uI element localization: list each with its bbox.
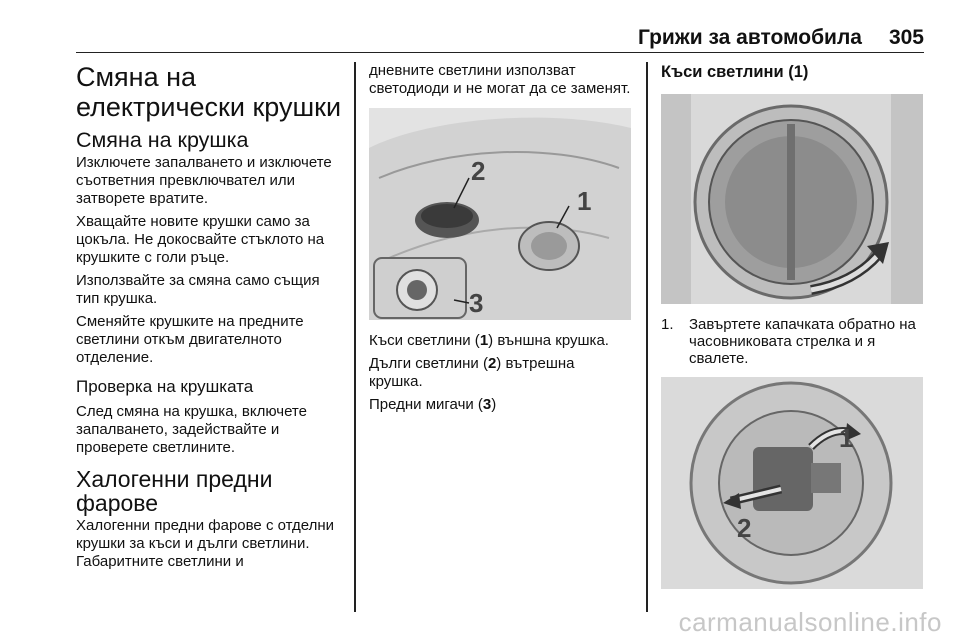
subsection-title: Смяна на крушка xyxy=(76,128,249,152)
bulb-removal-illustration xyxy=(661,377,923,589)
paragraph: След смяна на крушка, включете запалването, задействайте и проверете светлините. xyxy=(76,403,307,456)
figure-label: 1 xyxy=(839,423,854,453)
watermark: carmanualsonline.info xyxy=(678,607,942,637)
cap-removal-drawing xyxy=(661,94,923,304)
column-left xyxy=(76,62,344,576)
figure-label: 3 xyxy=(469,288,484,318)
figure-label: 2 xyxy=(737,513,752,543)
paragraph: Хващайте новите крушки само за цокъла. Не докосвайте стъклото на крушките с голи ръце. xyxy=(76,213,325,266)
halogen-heading: Халогенни предни фарове xyxy=(76,466,273,516)
chapter-title: Грижи за автомобила xyxy=(637,26,862,49)
step-text: Завъртете капачката обратно на часовниковата стрелка и я свалете. xyxy=(689,316,916,367)
step-number: 1. xyxy=(661,316,674,333)
low-beam-heading: Къси светлини (1) xyxy=(661,63,809,81)
cap-removal-illustration xyxy=(661,94,923,304)
column-divider xyxy=(646,62,648,612)
headlamp-rear-drawing xyxy=(369,108,631,320)
figure-label: 2 xyxy=(471,156,486,186)
column-divider xyxy=(354,62,356,612)
headlamp-rear-illustration xyxy=(369,108,631,320)
section-title: Смяна на електрически крушки xyxy=(76,62,342,122)
instruction-step xyxy=(661,316,925,367)
page-header xyxy=(76,26,924,53)
legend-indicator: Предни мигачи (3) xyxy=(369,396,497,413)
figure-label: 1 xyxy=(577,186,592,216)
column-right xyxy=(661,62,925,589)
paragraph: Халогенни предни фарове с отделни крушки за къси и дълги светлини. Габаритните светлини и xyxy=(76,517,335,570)
column-middle xyxy=(369,62,631,419)
page-number: 305 xyxy=(888,26,924,49)
legend-high-beam: Дълги светлини (2) вътрешна крушка. xyxy=(369,355,575,390)
legend-low-beam: Къси светлини (1) външна крушка. xyxy=(369,332,609,349)
paragraph: Изключете запалването и изключете съответния превключвател или затворете вратите. xyxy=(76,154,332,207)
paragraph: Сменяйте крушките на предните светлини откъм двигателното отделение. xyxy=(76,313,304,366)
check-heading: Проверка на крушката xyxy=(76,377,254,396)
paragraph: Използвайте за смяна само същия тип крушка. xyxy=(76,272,320,307)
paragraph-continued: дневните светлини използват светодиоди и не могат да се заменят. xyxy=(369,62,631,97)
bulb-removal-drawing xyxy=(661,377,923,589)
